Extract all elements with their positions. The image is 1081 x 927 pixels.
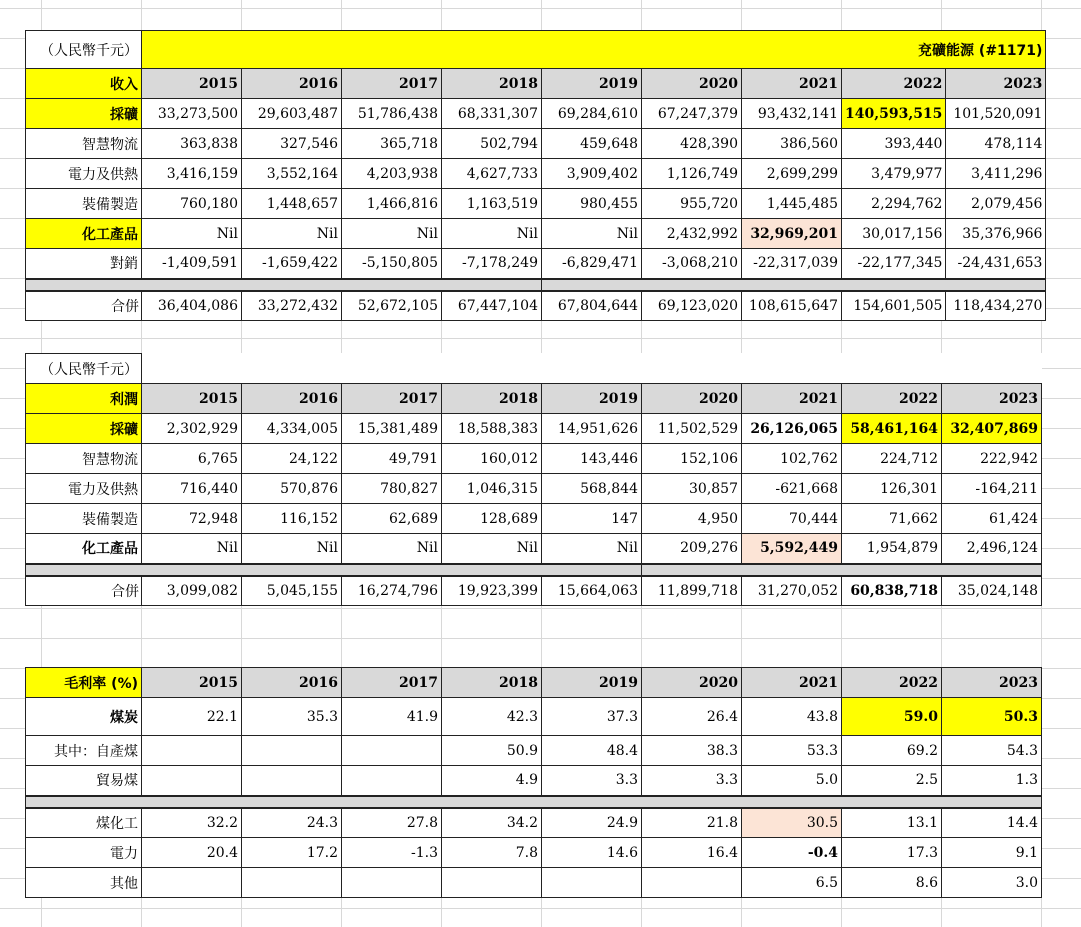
data-cell[interactable]: 16,274,796 — [342, 576, 442, 606]
data-cell[interactable]: 69.2 — [842, 736, 942, 766]
data-cell[interactable]: -22,177,345 — [842, 249, 946, 279]
margin-row-own-coal — [26, 736, 1042, 766]
year-header-cell[interactable]: 2023 — [942, 668, 1042, 698]
data-cell[interactable]: 955,720 — [642, 189, 742, 219]
data-cell[interactable]: 93,432,141 — [742, 99, 842, 129]
data-cell[interactable] — [542, 868, 642, 898]
profit-row-chemicals — [26, 534, 1042, 564]
year-header-cell[interactable]: 2019 — [542, 69, 642, 99]
data-cell[interactable]: 24,122 — [242, 444, 342, 474]
data-cell[interactable]: 3.3 — [642, 766, 742, 796]
data-cell[interactable]: 3,099,082 — [142, 576, 242, 606]
data-cell[interactable] — [142, 736, 242, 766]
data-cell[interactable]: 3,416,159 — [142, 159, 242, 189]
data-cell[interactable]: 140,593,515 — [842, 99, 946, 129]
row-label-cell[interactable]: 合併 — [26, 291, 142, 321]
data-cell[interactable]: 478,114 — [946, 129, 1046, 159]
profit-unit-cell[interactable]: （人民幣千元） — [26, 354, 142, 384]
data-cell[interactable]: 7.8 — [442, 838, 542, 868]
data-cell[interactable]: 24.3 — [242, 808, 342, 838]
data-cell[interactable]: 4.9 — [442, 766, 542, 796]
data-cell[interactable]: 502,794 — [442, 129, 542, 159]
data-cell[interactable]: 102,762 — [742, 444, 842, 474]
margin-table — [25, 667, 1042, 898]
data-cell[interactable]: 15,381,489 — [342, 414, 442, 444]
data-cell[interactable]: 2,294,762 — [842, 189, 946, 219]
revenue-unit-cell[interactable]: （人民幣千元） — [26, 31, 142, 69]
data-cell[interactable]: 32.2 — [142, 808, 242, 838]
data-cell[interactable]: 386,560 — [742, 129, 842, 159]
data-cell[interactable]: 3,479,977 — [842, 159, 946, 189]
year-header-cell[interactable]: 2022 — [842, 69, 946, 99]
data-cell[interactable]: -0.4 — [742, 838, 842, 868]
year-header-cell[interactable]: 2020 — [642, 668, 742, 698]
year-header-cell[interactable]: 2023 — [942, 384, 1042, 414]
data-cell[interactable] — [142, 868, 242, 898]
data-cell[interactable]: 42.3 — [442, 698, 542, 736]
year-header-cell[interactable]: 2015 — [142, 668, 242, 698]
data-cell[interactable]: 327,546 — [242, 129, 342, 159]
data-cell[interactable]: 568,844 — [542, 474, 642, 504]
year-header-cell[interactable]: 2016 — [242, 668, 342, 698]
data-cell[interactable]: 1,126,749 — [642, 159, 742, 189]
data-cell[interactable]: 54.3 — [942, 736, 1042, 766]
data-cell[interactable] — [142, 766, 242, 796]
data-cell[interactable]: 62,689 — [342, 504, 442, 534]
row-label-cell[interactable]: 化工產品 — [26, 534, 142, 564]
margin-header-cell[interactable]: 毛利率 (%) — [26, 668, 142, 698]
data-cell[interactable]: 5,592,449 — [742, 534, 842, 564]
data-cell[interactable]: 20.4 — [142, 838, 242, 868]
data-cell[interactable]: 48.4 — [542, 736, 642, 766]
data-cell[interactable]: 3,552,164 — [242, 159, 342, 189]
data-cell[interactable]: 37.3 — [542, 698, 642, 736]
data-cell[interactable] — [442, 868, 542, 898]
data-cell[interactable] — [242, 868, 342, 898]
data-cell[interactable]: 209,276 — [642, 534, 742, 564]
row-label-cell[interactable]: 裝備製造 — [26, 189, 142, 219]
row-label-cell[interactable]: 電力 — [26, 838, 142, 868]
data-cell[interactable]: 152,106 — [642, 444, 742, 474]
row-label-cell[interactable]: 貿易煤 — [26, 766, 142, 796]
data-cell[interactable]: 1,466,816 — [342, 189, 442, 219]
data-cell[interactable]: Nil — [142, 534, 242, 564]
data-cell[interactable]: 16.4 — [642, 838, 742, 868]
separator-cell[interactable] — [26, 564, 642, 576]
data-cell[interactable]: 18,588,383 — [442, 414, 542, 444]
data-cell[interactable]: 21.8 — [642, 808, 742, 838]
data-cell[interactable]: 30,857 — [642, 474, 742, 504]
row-label-cell[interactable]: 化工產品 — [26, 219, 142, 249]
data-cell[interactable]: 17.2 — [242, 838, 342, 868]
year-header-cell[interactable]: 2022 — [842, 668, 942, 698]
row-label-cell[interactable]: 合併 — [26, 576, 142, 606]
data-cell[interactable]: Nil — [542, 219, 642, 249]
data-cell[interactable]: 4,203,938 — [342, 159, 442, 189]
data-cell[interactable]: 116,152 — [242, 504, 342, 534]
data-cell[interactable]: 428,390 — [642, 129, 742, 159]
data-cell[interactable]: 11,899,718 — [642, 576, 742, 606]
data-cell[interactable]: 3,411,296 — [946, 159, 1046, 189]
data-cell[interactable]: 50.9 — [442, 736, 542, 766]
revenue-row-mining — [26, 99, 1046, 129]
data-cell[interactable]: 1,448,657 — [242, 189, 342, 219]
data-cell[interactable]: 29,603,487 — [242, 99, 342, 129]
data-cell[interactable]: 980,455 — [542, 189, 642, 219]
data-cell[interactable]: 147 — [542, 504, 642, 534]
year-header-cell[interactable]: 2017 — [342, 69, 442, 99]
data-cell[interactable] — [342, 766, 442, 796]
separator-cell[interactable] — [26, 279, 542, 291]
data-cell[interactable]: 108,615,647 — [742, 291, 842, 321]
data-cell[interactable]: 35,376,966 — [946, 219, 1046, 249]
data-cell[interactable]: Nil — [242, 534, 342, 564]
year-header-cell[interactable]: 2019 — [542, 668, 642, 698]
data-cell[interactable]: 67,447,104 — [442, 291, 542, 321]
data-cell[interactable]: 154,601,505 — [842, 291, 946, 321]
data-cell[interactable]: 36,404,086 — [142, 291, 242, 321]
data-cell[interactable]: Nil — [542, 534, 642, 564]
data-cell[interactable]: Nil — [442, 219, 542, 249]
row-label-cell[interactable]: 智慧物流 — [26, 444, 142, 474]
year-header-cell[interactable]: 2018 — [442, 668, 542, 698]
year-header-cell[interactable]: 2019 — [542, 384, 642, 414]
data-cell[interactable] — [342, 736, 442, 766]
separator-cell[interactable] — [26, 796, 1042, 808]
sheet-title-cell[interactable]: 兗礦能源 (#1171) — [142, 31, 1046, 69]
data-cell[interactable]: 50.3 — [942, 698, 1042, 736]
data-cell[interactable]: 1.3 — [942, 766, 1042, 796]
data-cell[interactable]: 33,272,432 — [242, 291, 342, 321]
data-cell[interactable]: 13.1 — [842, 808, 942, 838]
data-cell[interactable] — [242, 736, 342, 766]
year-header-cell[interactable]: 2022 — [842, 384, 942, 414]
data-cell[interactable]: 222,942 — [942, 444, 1042, 474]
data-cell[interactable]: -1,409,591 — [142, 249, 242, 279]
data-cell[interactable]: 101,520,091 — [946, 99, 1046, 129]
year-header-cell[interactable]: 2020 — [642, 69, 742, 99]
revenue-header-cell[interactable]: 收入 — [26, 69, 142, 99]
data-cell[interactable]: Nil — [242, 219, 342, 249]
data-cell[interactable]: 1,445,485 — [742, 189, 842, 219]
data-cell[interactable]: 365,718 — [342, 129, 442, 159]
year-header-cell[interactable]: 2018 — [442, 69, 542, 99]
year-header-cell[interactable]: 2016 — [242, 69, 342, 99]
data-cell[interactable]: 60,838,718 — [842, 576, 942, 606]
data-cell[interactable]: 14.6 — [542, 838, 642, 868]
data-cell[interactable]: 1,163,519 — [442, 189, 542, 219]
data-cell[interactable]: 26.4 — [642, 698, 742, 736]
data-cell[interactable]: 6,765 — [142, 444, 242, 474]
data-cell[interactable]: -621,668 — [742, 474, 842, 504]
year-header-cell[interactable]: 2023 — [946, 69, 1046, 99]
data-cell[interactable]: 32,407,869 — [942, 414, 1042, 444]
revenue-table — [25, 30, 1046, 321]
data-cell[interactable]: -164,211 — [942, 474, 1042, 504]
data-cell[interactable]: 31,270,052 — [742, 576, 842, 606]
data-cell[interactable]: 1,046,315 — [442, 474, 542, 504]
data-cell[interactable]: 9.1 — [942, 838, 1042, 868]
data-cell[interactable]: -6,829,471 — [542, 249, 642, 279]
year-header-cell[interactable]: 2017 — [342, 668, 442, 698]
data-cell[interactable]: 35.3 — [242, 698, 342, 736]
data-cell[interactable]: 570,876 — [242, 474, 342, 504]
data-cell[interactable]: 17.3 — [842, 838, 942, 868]
row-label-cell[interactable]: 採礦 — [26, 414, 142, 444]
data-cell[interactable]: 128,689 — [442, 504, 542, 534]
row-label-cell[interactable]: 智慧物流 — [26, 129, 142, 159]
data-cell[interactable]: 19,923,399 — [442, 576, 542, 606]
row-label-cell[interactable]: 其他 — [26, 868, 142, 898]
revenue-row-power — [26, 159, 1046, 189]
data-cell[interactable]: 143,446 — [542, 444, 642, 474]
data-cell[interactable]: 5,045,155 — [242, 576, 342, 606]
separator-row — [26, 279, 1046, 291]
data-cell[interactable]: -5,150,805 — [342, 249, 442, 279]
year-header-cell[interactable]: 2020 — [642, 384, 742, 414]
revenue-row-eliminations — [26, 249, 1046, 279]
data-cell[interactable]: 52,672,105 — [342, 291, 442, 321]
data-cell[interactable]: 363,838 — [142, 129, 242, 159]
data-cell[interactable]: 126,301 — [842, 474, 942, 504]
data-cell[interactable]: 14.4 — [942, 808, 1042, 838]
profit-table — [25, 353, 1042, 606]
data-cell[interactable]: 51,786,438 — [342, 99, 442, 129]
data-cell[interactable] — [342, 868, 442, 898]
profit-row-equipment — [26, 504, 1042, 534]
data-cell[interactable]: 34.2 — [442, 808, 542, 838]
year-header-cell[interactable]: 2017 — [342, 384, 442, 414]
year-header-cell[interactable]: 2021 — [742, 668, 842, 698]
data-cell[interactable]: 35,024,148 — [942, 576, 1042, 606]
separator-row — [26, 564, 1042, 576]
revenue-row-total — [26, 291, 1046, 321]
margin-row-power — [26, 838, 1042, 868]
separator-cell[interactable] — [642, 564, 1042, 576]
data-cell[interactable]: 3.3 — [542, 766, 642, 796]
year-header-cell[interactable]: 2015 — [142, 384, 242, 414]
profit-header-cell[interactable]: 利潤 — [26, 384, 142, 414]
revenue-row-chemicals — [26, 219, 1046, 249]
data-cell[interactable] — [642, 868, 742, 898]
data-cell[interactable]: -1,659,422 — [242, 249, 342, 279]
data-cell[interactable]: -7,178,249 — [442, 249, 542, 279]
data-cell[interactable]: 780,827 — [342, 474, 442, 504]
data-cell[interactable]: -24,431,653 — [946, 249, 1046, 279]
row-label-cell[interactable]: 電力及供熱 — [26, 474, 142, 504]
data-cell[interactable]: 118,434,270 — [946, 291, 1046, 321]
data-cell[interactable]: 15,664,063 — [542, 576, 642, 606]
separator-row — [26, 796, 1042, 808]
data-cell[interactable]: 26,126,065 — [742, 414, 842, 444]
data-cell[interactable]: 43.8 — [742, 698, 842, 736]
blank-cell — [142, 354, 1042, 384]
profit-row-mining — [26, 414, 1042, 444]
data-cell[interactable]: 61,424 — [942, 504, 1042, 534]
row-label-cell[interactable]: 煤炭 — [26, 698, 142, 736]
data-cell[interactable]: 24.9 — [542, 808, 642, 838]
data-cell[interactable]: -1.3 — [342, 838, 442, 868]
data-cell[interactable]: 2,699,299 — [742, 159, 842, 189]
profit-row-logistics — [26, 444, 1042, 474]
data-cell[interactable]: 2,302,929 — [142, 414, 242, 444]
data-cell[interactable]: 22.1 — [142, 698, 242, 736]
year-header-cell[interactable]: 2018 — [442, 384, 542, 414]
year-header-cell[interactable]: 2015 — [142, 69, 242, 99]
row-label-cell[interactable]: 電力及供熱 — [26, 159, 142, 189]
revenue-row-equipment — [26, 189, 1046, 219]
data-cell[interactable]: 1,954,879 — [842, 534, 942, 564]
data-cell[interactable]: 160,012 — [442, 444, 542, 474]
data-cell[interactable]: 49,791 — [342, 444, 442, 474]
data-cell[interactable]: Nil — [442, 534, 542, 564]
data-cell[interactable]: 3,909,402 — [542, 159, 642, 189]
data-cell[interactable]: 2,079,456 — [946, 189, 1046, 219]
data-cell[interactable]: 70,444 — [742, 504, 842, 534]
data-cell[interactable]: 38.3 — [642, 736, 742, 766]
data-cell[interactable]: 4,950 — [642, 504, 742, 534]
row-label-cell[interactable]: 煤化工 — [26, 808, 142, 838]
data-cell[interactable]: 11,502,529 — [642, 414, 742, 444]
data-cell[interactable]: 69,123,020 — [642, 291, 742, 321]
data-cell[interactable]: 224,712 — [842, 444, 942, 474]
data-cell[interactable]: 3.0 — [942, 868, 1042, 898]
year-header-cell[interactable]: 2021 — [742, 384, 842, 414]
row-label-cell[interactable]: 其中：自產煤 — [26, 736, 142, 766]
data-cell[interactable]: 14,951,626 — [542, 414, 642, 444]
data-cell[interactable]: 59.0 — [842, 698, 942, 736]
data-cell[interactable]: 32,969,201 — [742, 219, 842, 249]
data-cell[interactable]: 41.9 — [342, 698, 442, 736]
separator-cell[interactable] — [542, 279, 1046, 291]
data-cell[interactable]: 68,331,307 — [442, 99, 542, 129]
profit-row-total — [26, 576, 1042, 606]
margin-row-other — [26, 868, 1042, 898]
data-cell[interactable]: -22,317,039 — [742, 249, 842, 279]
data-cell[interactable]: 2,496,124 — [942, 534, 1042, 564]
data-cell[interactable]: 33,273,500 — [142, 99, 242, 129]
data-cell[interactable]: 58,461,164 — [842, 414, 942, 444]
data-cell[interactable]: Nil — [142, 219, 242, 249]
data-cell[interactable]: -3,068,210 — [642, 249, 742, 279]
data-cell[interactable]: 716,440 — [142, 474, 242, 504]
data-cell[interactable]: 6.5 — [742, 868, 842, 898]
data-cell[interactable]: 4,334,005 — [242, 414, 342, 444]
revenue-row-logistics — [26, 129, 1046, 159]
data-cell[interactable]: 30.5 — [742, 808, 842, 838]
profit-row-power — [26, 474, 1042, 504]
data-cell[interactable]: 2,432,992 — [642, 219, 742, 249]
data-cell[interactable]: 760,180 — [142, 189, 242, 219]
margin-row-coal-chem — [26, 808, 1042, 838]
data-cell[interactable]: 393,440 — [842, 129, 946, 159]
row-label-cell[interactable]: 採礦 — [26, 99, 142, 129]
data-cell[interactable]: Nil — [342, 534, 442, 564]
margin-row-trade-coal — [26, 766, 1042, 796]
data-cell[interactable] — [242, 766, 342, 796]
row-label-cell[interactable]: 裝備製造 — [26, 504, 142, 534]
data-cell[interactable]: 5.0 — [742, 766, 842, 796]
data-cell[interactable]: 459,648 — [542, 129, 642, 159]
data-cell[interactable]: 67,804,644 — [542, 291, 642, 321]
row-label-cell[interactable]: 對銷 — [26, 249, 142, 279]
data-cell[interactable]: 71,662 — [842, 504, 942, 534]
data-cell[interactable]: 2.5 — [842, 766, 942, 796]
data-cell[interactable]: 4,627,733 — [442, 159, 542, 189]
year-header-cell[interactable]: 2016 — [242, 384, 342, 414]
data-cell[interactable]: 8.6 — [842, 868, 942, 898]
data-cell[interactable]: 72,948 — [142, 504, 242, 534]
data-cell[interactable]: 27.8 — [342, 808, 442, 838]
data-cell[interactable]: 67,247,379 — [642, 99, 742, 129]
data-cell[interactable]: 30,017,156 — [842, 219, 946, 249]
data-cell[interactable]: Nil — [342, 219, 442, 249]
data-cell[interactable]: 69,284,610 — [542, 99, 642, 129]
data-cell[interactable]: 53.3 — [742, 736, 842, 766]
year-header-cell[interactable]: 2021 — [742, 69, 842, 99]
margin-row-coal — [26, 698, 1042, 736]
